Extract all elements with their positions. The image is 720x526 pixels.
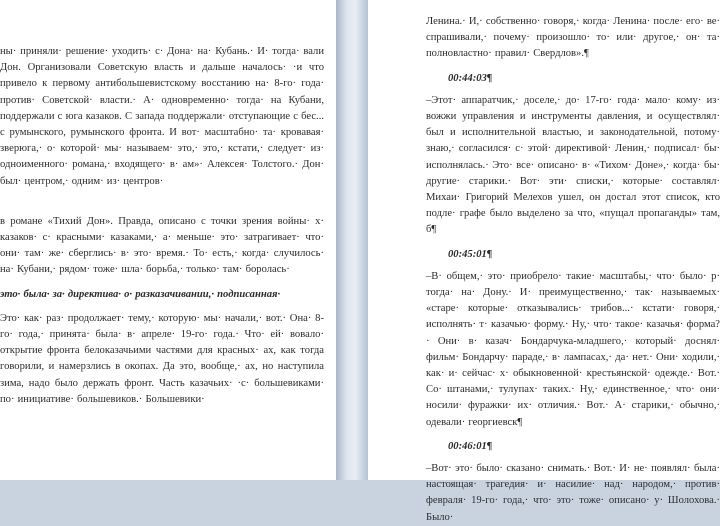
paragraph-bold: это· была· за· директива· о· разказачивании,· подписанная·: [0, 288, 281, 300]
page-gutter: [336, 0, 368, 480]
paragraph: Ленина.· И,· собственно· говоря,· когда· Ленина· после· его· ве· спрашивали,· почему· произошло· то· или· другое,· он· та· полновластно· правил· Свердлов».¶: [426, 16, 720, 60]
document-page-right[interactable]: [368, 0, 720, 523]
paragraph: –Вот· это· было· сказано· снимать.· Вот.· И· не· появлял· была· настоящая· трагедия· и· насилие· над· народом,· против· февраля· 19-го· года,· что· это· тоже· описано· у· Шолохова.· Было·: [426, 463, 720, 523]
timestamp-heading: 00:46:01¶: [448, 440, 493, 452]
empty-paragraph: [0, 198, 324, 214]
document-page-left[interactable]: [0, 0, 336, 480]
paragraph: –Этот· аппаратчик,· доселе,· до· 17-го· года· мало· кому· из· вожжи управления и инструменты давления, и осуществлял· был и исполнительной властью, и законодательной, потому· знаю,· согласился· с· этой· директивой· Ленин,· подписал· бы· исполнялась.· Это· все· описано· в· «Тихом· Доне»,· когда· бы· другие· старики.· Вот· эти· списки,· которые· составлял· Михаи· Григорий Мелехов ушел, он достал этот список, кто подле· графе было выделено за что, «пущал пропаганды» там, б¶: [426, 94, 720, 236]
timestamp-heading: 00:44:03¶: [448, 72, 493, 84]
paragraph: –В· общем,· это· приобрело· такие· масштабы,· что· было· р· тогда· на· Дону.· И· преимущественно,· так· называемых· «старе· которые· отказывались· трибов...· кстати· говоря,· исполнять· т· казачью· форму.· Ну,· что· такое· казачья· форма?· Они· в· казач· Бондарчука-младшего,· который· доснял· фильм· Бондарчу· параде,· в· лампасах,· да· нет.· Они· ходили,· как· и· сейчас· х· обыкновенной· крестьянской· одежде.· Вот.· Со· штанами,· тулупах· таких.· Ну,· единственное,· что· они· носили· фуражки· их· отличия.· Вот.· А· старики,· обычно,· одевали· георгиевск¶: [426, 270, 720, 428]
paragraph: ны· приняли· решение· уходить· с· Дона· на· Кубань.· И· тогда· вали Дон. Организовали Советскую власть и дальше началось· ·и что привело к первому антибольшевистскому восстанию на· 8-го· года· против· Советской· власти.· А· одновременно· тогда· на Кубани, поддержали с юга казаков. С запада поддержали· отступающие с бес... с румынского, румынского фронта. И вот· масштабно· та· кровавая· зверюга,· о· которой· мы· называем· это,· это,· кстати,· следует· из· одноименного· романа,· входящего· в· ам»· Алексея· Толстого.· Дон· был· центром,· одним· из· центров·: [0, 46, 324, 187]
timestamp-heading: 00:45:01¶: [448, 248, 493, 260]
paragraph: Это· как· раз· продолжает· тему,· которую· мы· начали,· вот.· Она· 8-го· года,· принята· была· в· апреле· 19-го· года.· Что· ей· вовало· открытие фронта белоказачьими частями для красных· ах, как тогда говорили, и намерзлись в окопах. Да это, вообще,· ах, но наступила зима, надо было держать фронт. Часть казачьих· ·с· большевиками· по· инициативе· большевиков.· Большевики·: [0, 312, 324, 405]
paragraph: в романе «Тихий Дон». Правда, описано с точки зрения войны· х· казаков· с· красными· казаками,· а· меньше· это· затрагивает· что· они· там· же· сберглись· в· это· время.· То· есть,· когда· случилось· на· Кубани,· рядом· тоже· шла· борьба,· только· там· боролась·: [0, 215, 324, 276]
